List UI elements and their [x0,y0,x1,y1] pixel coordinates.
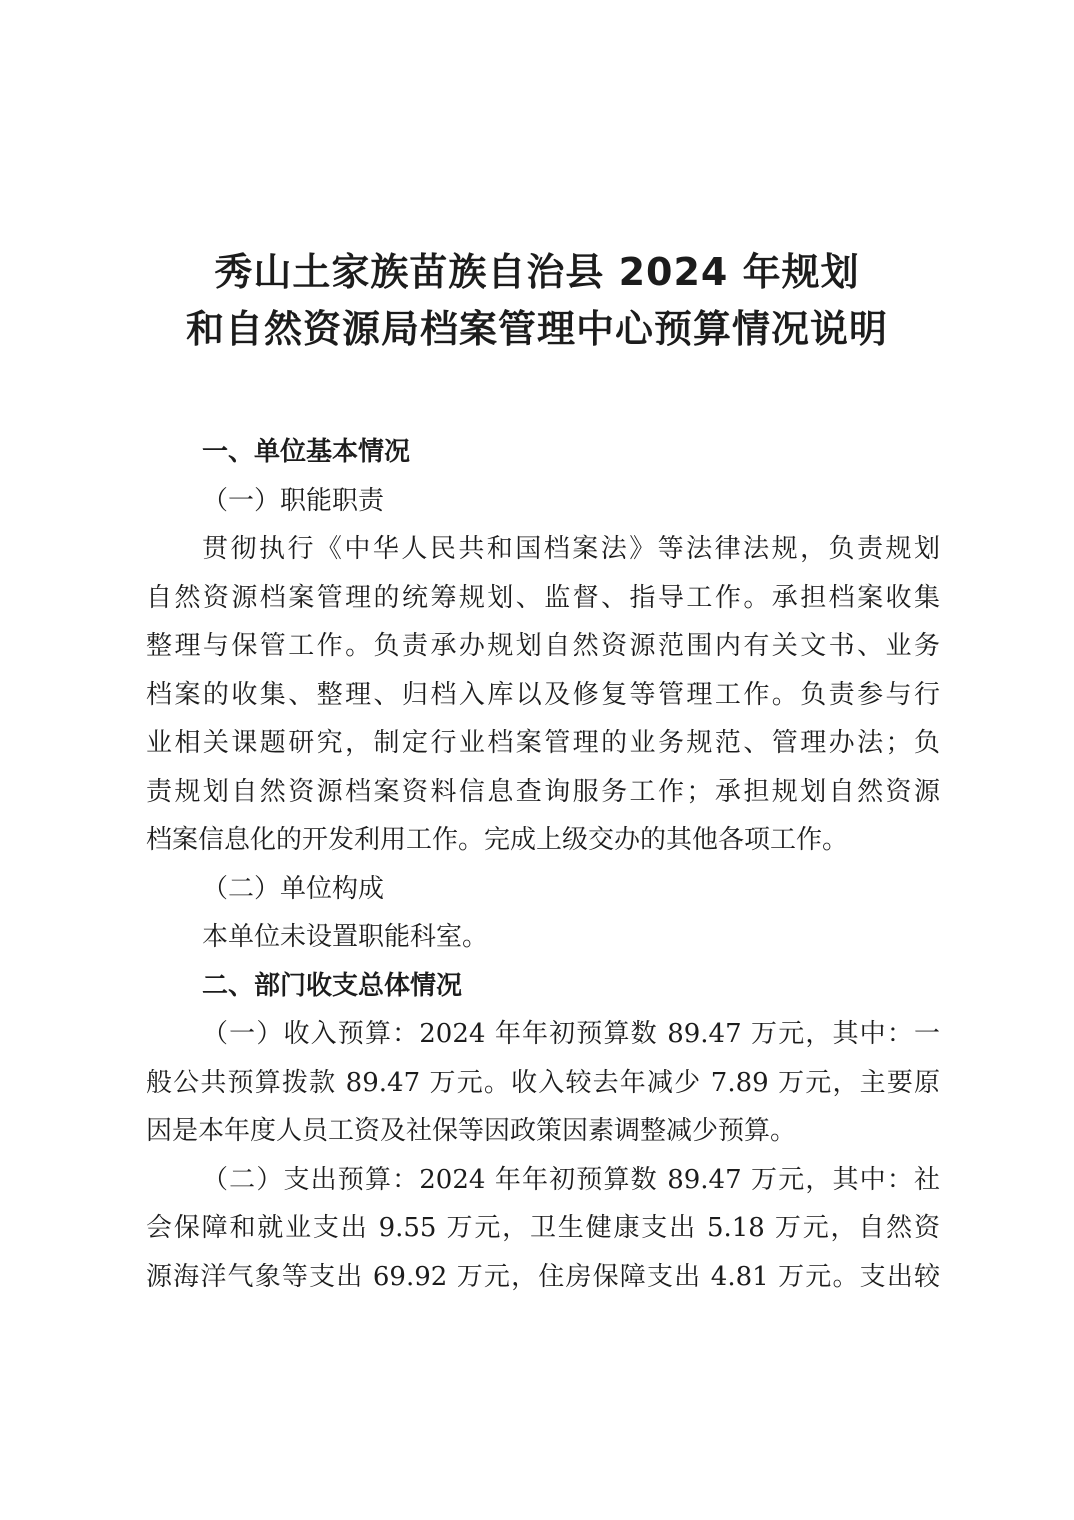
paragraph-line: 档案信息化的开发利用工作。完成上级交办的其他各项工作。 [146,825,849,855]
paragraph-line: 般公共预算拨款 89.47 万元。收入较去年减少 7.89 万元，主要原 [146,1067,940,1098]
paragraph-line: 贯彻执行《中华人民共和国档案法》等法律法规，负责规划 [202,534,940,564]
paragraph-line: 档案的收集、整理、归档入库以及修复等管理工作。负责参与行 [146,679,940,710]
paragraph-line: 业相关课题研究，制定行业档案管理的业务规范、管理办法；负 [146,728,940,758]
paragraph-line: （一）收入预算：2024 年年初预算数 89.47 万元，其中：一 [202,1019,940,1049]
paragraph-line: 因是本年度人员工资及社保等因政策因素调整减少预算。 [146,1116,797,1146]
document-title-line-1: 秀山土家族苗族自治县 2024 年规划 [214,250,860,294]
paragraph-line: 整理与保管工作。负责承办规划自然资源范围内有关文书、业务 [146,631,940,661]
section-2-heading: 二、部门收支总体情况 [202,970,463,1001]
paragraph-line: 源海洋气象等支出 69.92 万元，住房保障支出 4.81 万元。支出较 [146,1261,940,1292]
paragraph-line: （二）支出预算：2024 年年初预算数 89.47 万元，其中：社 [202,1164,940,1195]
paragraph-line: 会保障和就业支出 9.55 万元，卫生健康支出 5.18 万元，自然资 [146,1213,940,1243]
paragraph-line: 责规划自然资源档案资料信息查询服务工作；承担规划自然资源 [146,776,940,807]
section-1-heading: 一、单位基本情况 [202,437,411,467]
paragraph-line: 自然资源档案管理的统筹规划、监督、指导工作。承担档案收集 [146,582,940,613]
paragraph-line: 本单位未设置职能科室。 [202,922,489,952]
document-title-line-2: 和自然资源局档案管理中心预算情况说明 [185,307,888,351]
subsection-1-1-heading: （一）职能职责 [202,485,385,516]
document-body [146,428,940,1301]
subsection-1-2-heading: （二）单位构成 [202,873,385,904]
